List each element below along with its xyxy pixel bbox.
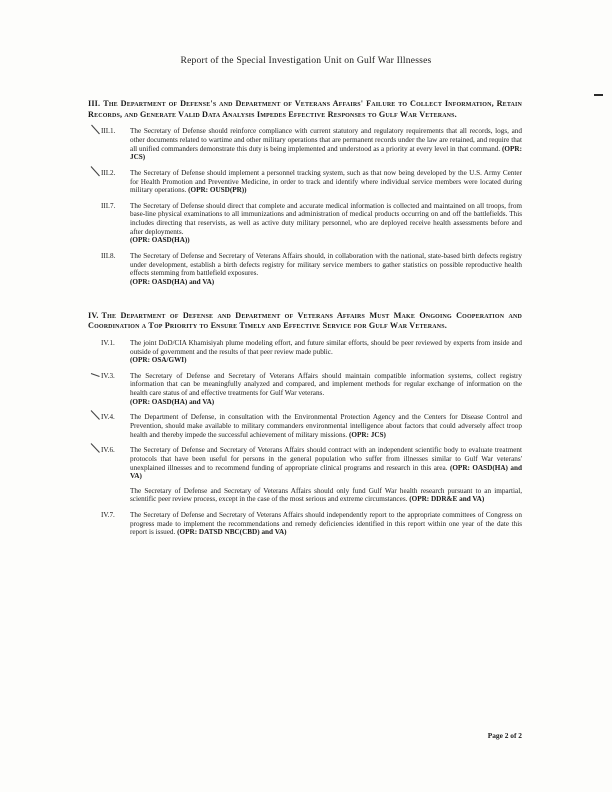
item-text-content: The Secretary of Defense and Secretary of Veterans Affairs should contract with an independent scientific body to evaluate treatment protocols that have been useful for persons in the general population who suffer from illnesses similar to Gulf War veterans' unexplained illnesses and to recommend funding of appropriate clinical programs and research in this area. [130,446,522,472]
item-number-label: III.7. [101,201,116,210]
item-text [130,446,522,481]
item-number [101,127,130,162]
recommendation-item-iv-7 [88,511,522,537]
item-number [101,511,130,537]
item-body [130,202,522,245]
item-text: The Secretary of Defense should reinforce compliance with current statutory and regulatory requirements that all records, logs, and other documents related to wartime and other military operations that are permanent records under the law are retained, and require that all unified commanders demonstrate this duty is being implemented and understood as a priority at every level in that command. [130,127,522,153]
item-body [130,446,522,504]
handwritten-tick-icon [90,410,101,421]
item-number [101,339,130,365]
item-number-label: IV.4. [101,413,115,422]
recommendation-item-iv-3 [88,372,522,407]
handwritten-tick-icon [90,443,101,454]
item-number [101,446,130,504]
opr-label: (OPR: OASD(HA)) [130,236,190,245]
item-body [130,511,522,537]
item-number [101,252,130,287]
scan-artifact-mark [594,94,603,96]
item-number-label: IV.3. [101,371,115,380]
recommendation-item-iv-4 [88,413,522,439]
section-heading-iii [88,99,522,120]
item-number [101,372,130,407]
section-number: IV. [88,310,99,320]
opr-label: (OPR: DATSD NBC(CBD) and VA) [177,528,287,537]
item-number [101,202,130,245]
opr-label: (OPR: JCS) [130,144,522,162]
item-text: The Secretary of Defense and Secretary of Veterans Affairs should independently report to the appropriate committees of Congress on progress made to implement the recommendations and remedy deficiencies identified in this report within one year of the date this report is issued. [130,511,522,537]
section-heading-text: The Department of Defense and Department of Veterans Affairs Must Make Ongoing Cooperation and Coordination a Top Priority to Ensure Timely and Effective Service for Gulf War Veterans. [88,310,522,331]
handwritten-tick-icon [90,166,101,177]
item-text: The Secretary of Defense and Secretary of Veterans Affairs should maintain compatible information systems, collect registry information that can be meaningfully analyzed and compared, and implement methods for regular exchange of information on the health care status of and effective treatments for Gulf War veterans. [130,371,522,398]
item-body [130,339,522,365]
opr-label: (OPR: DDR&E and VA) [409,495,485,504]
item-body [130,169,522,195]
handwritten-tick-icon [90,124,101,135]
handwritten-tick-icon [90,369,101,380]
recommendation-item-iv-6 [88,446,522,504]
item-text: The Secretary of Defense and Secretary of Veterans Affairs should, in collaboration with the national, state-based birth defects registry under development, establish a birth defects registry for military service members to gather statistics on possible reproductive health effects stemming from battlefield exposures. [130,252,522,278]
item-body [130,413,522,439]
opr-label: (OPR: OASD(HA) and VA) [130,277,215,286]
section-number: III. [88,99,101,108]
section-heading-text: The Department of Defense's and Department of Veterans Affairs' Failure to Collect Information, Retain Records, and Generate Valid Data Analysis Impedes Effective Responses to Gulf War Veterans. [88,99,522,119]
opr-label: (OPR: JCS) [348,430,386,439]
item-number-label: IV.6. [101,446,115,455]
item-text: The Department of Defense, in consultation with the Environmental Protection Agency and the Centers for Disease Control and Prevention, should make available to military commanders environmental intelligence about factors that could adversely affect troop health and thereby impede the successful achievement of military missions. [130,413,522,439]
item-number-label: IV.7. [101,511,115,520]
document-content [88,99,522,537]
item-text: The Secretary of Defense should implement a personnel tracking system, such as that now being developed by the U.S. Army Center for Health Promotion and Preventive Medicine, in order to track and identify where individual service members were located during military operations. [130,168,522,195]
recommendation-item-iii-8 [88,252,522,287]
recommendation-item-iii-2 [88,169,522,195]
recommendation-item-iii-7 [88,202,522,245]
item-number-label: III.1. [101,127,116,136]
page-number-footer: Page 2 of 2 [487,731,522,740]
item-body [130,372,522,407]
item-text: The Secretary of Defense should direct that complete and accurate medical information is collected and maintained on all troops, from base-line physical examinations to all immunizations and administration of medical products occurring on and off the battlefields. This includes directing that reservists, as well as active duty military personnel, who are deployed receive health assessments before and after deployments. [130,201,522,236]
item-number [101,413,130,439]
item-number-label: III.2. [101,168,116,177]
opr-label: (OPR: OUSD(PR)) [188,186,247,195]
item-body [130,252,522,287]
opr-label: (OPR: OSA/GWI) [130,356,187,365]
recommendation-item-iv-1 [88,339,522,365]
page-title: Report of the Special Investigation Unit on Gulf War Illnesses [180,55,432,66]
item-number-label: III.8. [101,252,116,260]
item-text-content: The Secretary of Defense and Secretary of Veterans Affairs should only fund Gulf War health research pursuant to an impartial, scientific peer review process, except in the case of the most serious and extreme circumstances. [130,486,522,504]
section-heading-iv [88,311,522,332]
item-text-continued [130,487,522,504]
item-number [101,169,130,195]
item-body [130,127,522,162]
opr-label: (OPR: OASD(HA) and VA) [130,463,522,481]
item-number-label: IV.1. [101,338,115,347]
recommendation-item-iii-1 [88,127,522,162]
item-text: The joint DoD/CIA Khamisiyah plume modeling effort, and future similar efforts, should be peer reviewed by experts from inside and outside of government and the results of that peer review made public. [130,338,522,356]
opr-label: (OPR: OASD(HA) and VA) [130,397,215,406]
